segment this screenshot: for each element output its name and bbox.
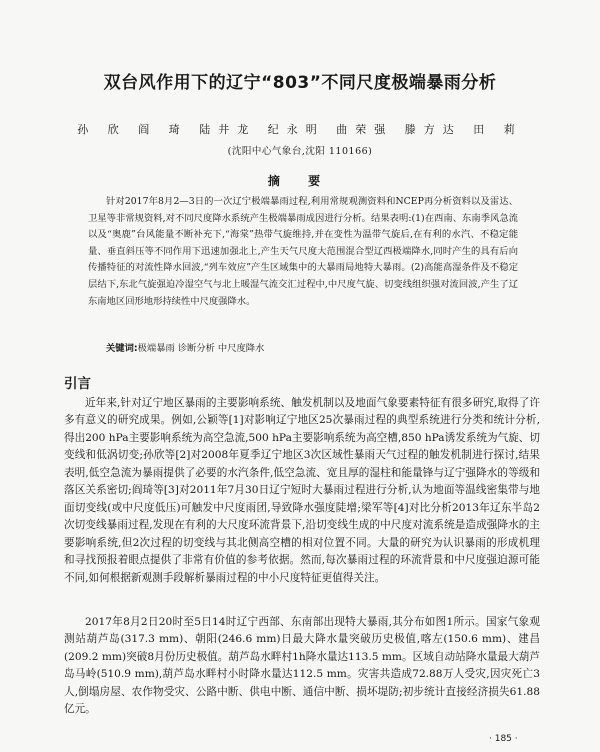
keywords xyxy=(106,340,518,354)
abstract-text: 针对2017年8月2—3日的一次辽宁极端暴雨过程,利用常规观测资料和NCEP再分析资料以及雷达、卫星等非常规资料,对不同尺度降水系统产生极端暴雨成因进行分析。结果表明:(1)在西南、东南季风急流以及“奥鹿”台风能量不断补充下,“海棠”热带气旋维持,并在变性为温带气旋后,在有利的水汽、不稳定能量、垂直斜压等不同作用下迅速加强北上,产生天气尺度大范围混合型辽西极端降水,同时产生的具有后向传播特征的对流性降水回波,“列车效应”产生区域集中的大暴雨局地特大暴雨。(2)高能高湿条件及不稳定层结下,东北气旋强迫冷湿空气与北上暖湿气流交汇过程中,中尺度气旋、切变线组织强对流回波,产生了辽东南地区回形地形持续性中尺度强降水。 xyxy=(88,196,518,307)
body-paragraph-2: 2017年8月2日20时至5日14时辽宁西部、东南部出现特大暴雨,其分布如图1所示。国家气象观测站葫芦岛(317.3 mm)、朝阳(246.6 mm)日最大降水量突破历史极值,喀左(150.6 mm)、建昌(209.2 mm)突破8月份历史极值。葫芦岛水畔村1h降水量达113.5 mm。区域自动站降水量最大葫芦岛马岭(510.9 mm),葫芦岛水畔村小时降水量达112.5 mm。灾害共造成72.88万人受灾,因灾死亡3人,倒塌房屋、农作物受灾、公路中断、供电中断、通信中断、损坏堤防;初步统计直接经济损失61.88亿元。 xyxy=(64,616,540,716)
page-number: · 185 · xyxy=(489,734,518,744)
author-list: 孙 欣 阎 琦 陆井龙 纪永明 曲荣强 滕方达 田 莉 xyxy=(77,123,523,136)
paper-title: 双台风作用下的辽宁“803”不同尺度极端暴雨分析 xyxy=(103,73,497,93)
body-paragraph-1: 近年来,针对辽宁地区暴雨的主要影响系统、触发机制以及地面气象要素特征有很多研究,取得了许多有意义的研究成果。例如,公颖等[1]对影响辽宁地区25次暴雨过程的典型系统进行分类和统计分析,得出200 hPa主要影响系统为高空急流,500 hPa主要影响系统为高空槽,850 hPa诱发系统为气旋、切变线和低涡切变;孙欣等[2]对2008年夏季辽宁地区3次区域性暴雨天气过程的触发机制进行探讨,结果表明,低空急流为暴雨提供了必要的水汽条件,低空急流、宽且厚的湿柱和能量锋与辽宁强降水的等级和落区关系密切;阎琦等[3]对2011年7月30日辽宁短时大暴雨过程进行分析,认为地面等温线密集带与地面切变线(或中尺度低压)可触发中尺度雨团,导致降水强度陡增;梁军等[4]对比分析2013年辽东半岛2次切变线暴雨过程,发现在有利的大尺度环流背景下,沿切变线生成的中尺度对流系统是造成强降水的主要影响系统,但2次过程的切变线与其北侧高空槽的相对位置不同。大量的研究为认识暴雨的形成机理和寻找预报着眼点提供了非常有价值的参考依据。然而,每次暴雨过程的环流背景和中尺度强迫源可能不同,如何根据新观测手段解析暴雨过程的中小尺度特征更值得关注。 xyxy=(64,397,540,584)
abstract-heading: 摘 要 xyxy=(267,174,333,188)
keywords-label: 关键词: xyxy=(106,343,138,354)
affiliation: (沈阳中心气象台,沈阳 110166) xyxy=(227,146,373,157)
section-heading-introduction: 引言 xyxy=(64,376,91,392)
keywords-list: 极端暴雨 诊断分析 中尺度降水 xyxy=(137,343,265,354)
